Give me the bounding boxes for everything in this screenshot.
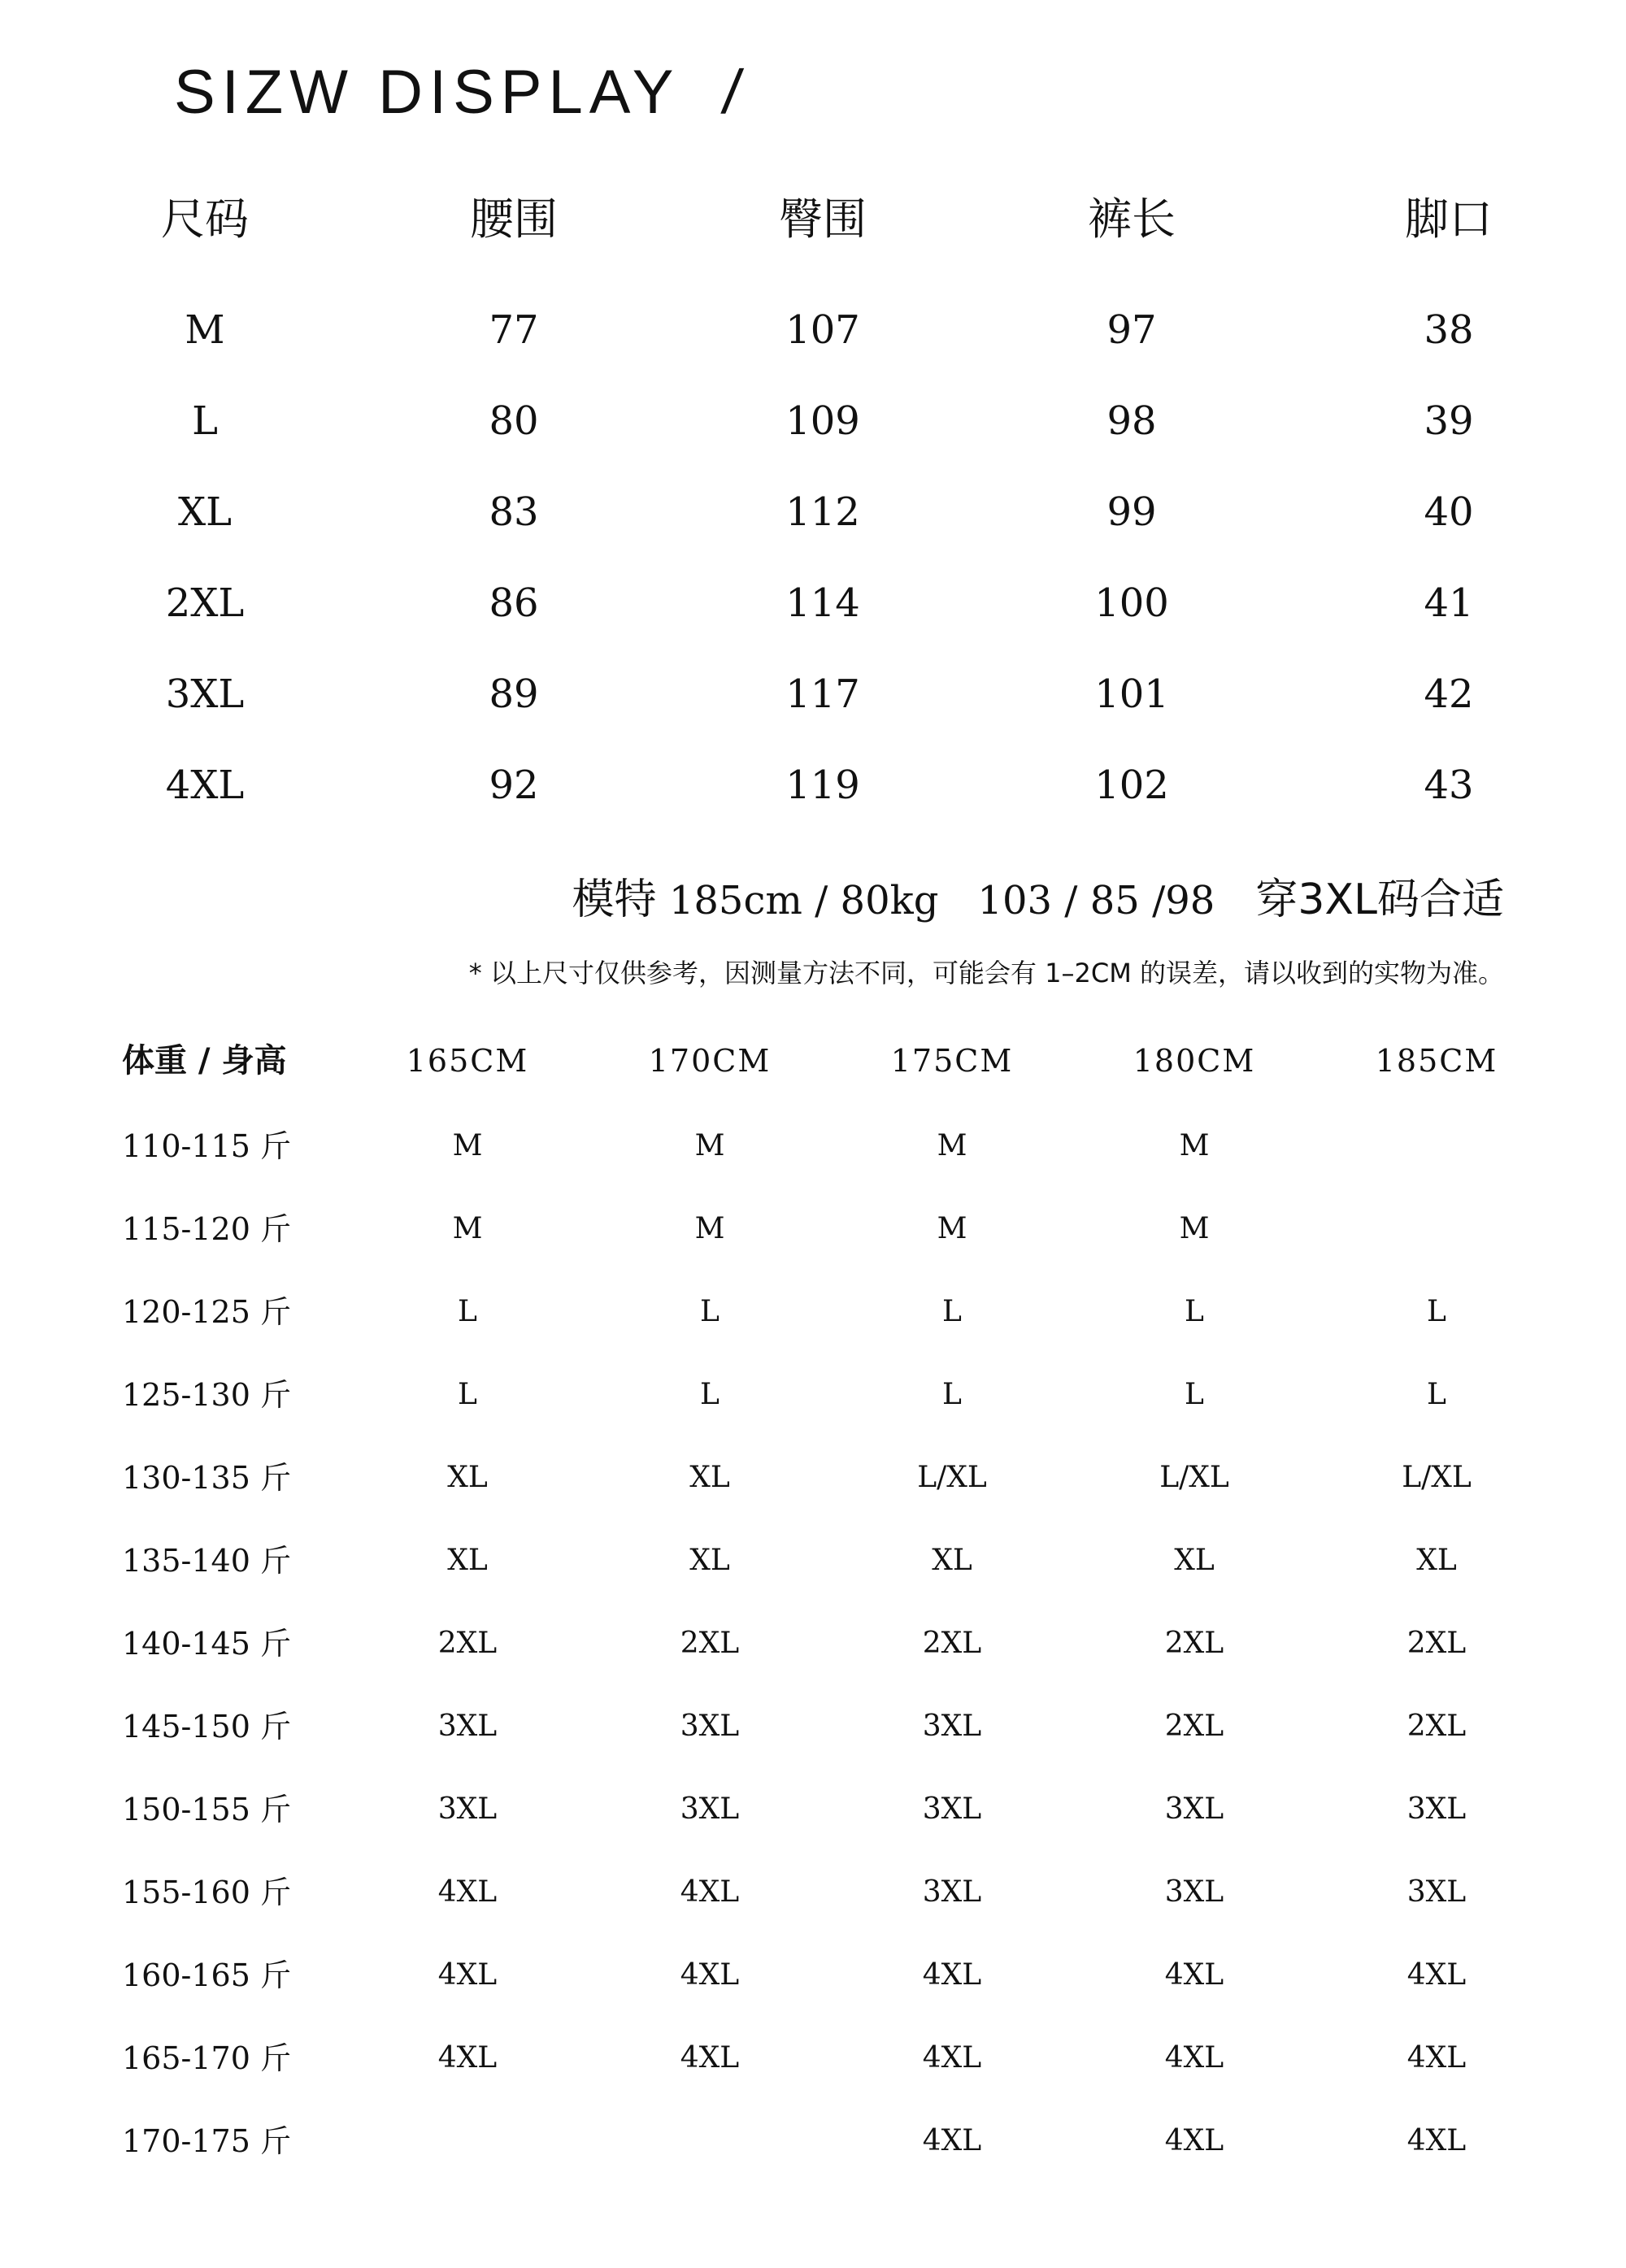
cell-size: M: [185, 307, 225, 353]
cell-size: 2XL: [165, 580, 245, 626]
cell-length: 97: [1106, 307, 1157, 353]
header-length: 裤长: [1088, 193, 1176, 245]
size-cell: M: [1179, 1129, 1210, 1162]
size-cell: 2XL: [1164, 1627, 1224, 1660]
size-cell: 4XL: [1164, 1958, 1224, 1992]
cell-waist: 92: [489, 763, 539, 808]
size-cell: XL: [1174, 1544, 1215, 1577]
cell-size: 3XL: [165, 671, 245, 717]
table-row: [0, 1193, 1626, 1266]
size-cell: 4XL: [680, 1875, 740, 1909]
cell-leg-opening: 43: [1424, 763, 1474, 808]
model-height-weight: 185cm / 80kg: [668, 878, 939, 923]
model-label: 模特: [572, 875, 657, 924]
cell-waist: 80: [489, 398, 539, 444]
size-cell: XL: [932, 1544, 972, 1577]
header-leg-opening: 脚口: [1405, 193, 1493, 245]
cell-size: XL: [177, 489, 233, 535]
size-cell: L: [458, 1295, 477, 1328]
size-cell: L: [700, 1295, 720, 1328]
cell-length: 99: [1106, 489, 1157, 535]
size-cell: 3XL: [437, 1792, 498, 1826]
disclaimer: * 以上尺寸仅供参考，因测量方法不同，可能会有 1–2CM 的误差，请以收到的实物为准。: [468, 958, 1504, 988]
size-cell: 3XL: [922, 1710, 982, 1743]
cell-hip: 112: [785, 489, 860, 535]
size-cell: 4XL: [437, 1875, 498, 1909]
cell-waist: 86: [489, 580, 539, 626]
weight-label: 155-160 斤: [122, 1875, 291, 1910]
cell-size: L: [192, 398, 218, 444]
table-row: [0, 1275, 1626, 1349]
size-cell: M: [1179, 1212, 1210, 1245]
size-cell: 4XL: [680, 2041, 740, 2075]
cell-size: 4XL: [165, 763, 245, 808]
weight-label: 165-170 斤: [122, 2040, 291, 2076]
size-cell: 3XL: [1164, 1792, 1224, 1826]
weight-label: 135-140 斤: [122, 1543, 291, 1579]
size-cell: 2XL: [680, 1627, 740, 1660]
table-row: [0, 1856, 1626, 1929]
cell-leg-opening: 42: [1424, 671, 1474, 717]
size-cell: XL: [689, 1461, 730, 1494]
size-cell: 4XL: [1164, 2124, 1224, 2157]
cell-leg-opening: 41: [1424, 580, 1474, 626]
size-cell: M: [937, 1212, 967, 1245]
weight-label: 170-175 斤: [122, 2123, 291, 2159]
size-cell: 4XL: [1406, 1958, 1467, 1992]
table-row: [0, 1690, 1626, 1763]
size-cell: 3XL: [1406, 1875, 1467, 1909]
corner-label: 体重 / 身高: [122, 1042, 287, 1080]
table-row: [0, 571, 1626, 636]
size-cell: M: [694, 1212, 725, 1245]
weight-label: 125-130 斤: [122, 1377, 291, 1413]
size-cell: M: [694, 1129, 725, 1162]
size-cell: 4XL: [922, 1958, 982, 1992]
size-cell: L: [700, 1378, 720, 1411]
recommendation-header: [0, 1024, 1626, 1097]
size-cell: 4XL: [437, 2041, 498, 2075]
table-row: [0, 389, 1626, 454]
weight-label: 160-165 斤: [122, 1957, 291, 1993]
size-cell: L: [1185, 1295, 1204, 1328]
size-cell: 2XL: [1406, 1627, 1467, 1660]
title-slash: /: [719, 58, 753, 127]
cell-leg-opening: 38: [1424, 307, 1474, 353]
weight-label: 130-135 斤: [122, 1460, 291, 1496]
size-cell: L/XL: [917, 1461, 987, 1494]
cell-leg-opening: 40: [1424, 489, 1474, 535]
header-hip: 臀围: [779, 193, 867, 245]
size-cell: L: [942, 1295, 962, 1328]
size-cell: 2XL: [1406, 1710, 1467, 1743]
weight-label: 115-120 斤: [122, 1211, 291, 1247]
size-cell: 4XL: [437, 1958, 498, 1992]
table-row: [0, 2105, 1626, 2178]
size-cell: 3XL: [437, 1710, 498, 1743]
weight-label: 120-125 斤: [122, 1294, 291, 1330]
size-cell: 3XL: [1164, 1875, 1224, 1909]
cell-length: 100: [1094, 580, 1169, 626]
cell-waist: 77: [489, 307, 539, 353]
size-cell: 3XL: [1406, 1792, 1467, 1826]
size-cell: 4XL: [1406, 2124, 1467, 2157]
size-cell: 3XL: [680, 1710, 740, 1743]
size-table-header: [0, 187, 1626, 252]
model-fit: 穿3XL码合适: [1255, 875, 1504, 924]
size-cell: L/XL: [1402, 1461, 1472, 1494]
table-row: [0, 753, 1626, 818]
table-row: [0, 1607, 1626, 1680]
size-cell: 4XL: [680, 1958, 740, 1992]
size-cell: L/XL: [1159, 1461, 1229, 1494]
size-cell: XL: [1416, 1544, 1457, 1577]
cell-waist: 89: [489, 671, 539, 717]
cell-leg-opening: 39: [1424, 398, 1474, 444]
cell-hip: 119: [785, 763, 860, 808]
page-title: [174, 57, 753, 128]
size-cell: 4XL: [922, 2124, 982, 2157]
table-row: [0, 1773, 1626, 1846]
height-header: 185CM: [1375, 1043, 1498, 1079]
cell-length: 102: [1094, 763, 1169, 808]
size-cell: 2XL: [437, 1627, 498, 1660]
cell-hip: 107: [785, 307, 860, 353]
weight-label: 145-150 斤: [122, 1709, 291, 1744]
size-cell: 4XL: [1164, 2041, 1224, 2075]
size-cell: M: [452, 1129, 483, 1162]
cell-hip: 117: [785, 671, 860, 717]
table-row: [0, 1524, 1626, 1597]
weight-label: 150-155 斤: [122, 1792, 291, 1827]
cell-length: 98: [1106, 398, 1157, 444]
size-cell: XL: [447, 1461, 488, 1494]
size-cell: L: [1427, 1295, 1446, 1328]
size-cell: L: [1427, 1378, 1446, 1411]
table-row: [0, 298, 1626, 363]
size-cell: XL: [447, 1544, 488, 1577]
cell-length: 101: [1094, 671, 1169, 717]
cell-waist: 83: [489, 489, 539, 535]
size-cell: 3XL: [922, 1875, 982, 1909]
weight-label: 140-145 斤: [122, 1626, 291, 1662]
header-size: 尺码: [161, 193, 249, 245]
cell-hip: 109: [785, 398, 860, 444]
table-row: [0, 480, 1626, 545]
size-cell: XL: [689, 1544, 730, 1577]
table-row: [0, 1939, 1626, 2012]
height-header: 165CM: [406, 1043, 529, 1079]
height-header: 180CM: [1133, 1043, 1256, 1079]
size-cell: 2XL: [922, 1627, 982, 1660]
size-cell: L: [1185, 1378, 1204, 1411]
size-cell: L: [458, 1378, 477, 1411]
weight-label: 110-115 斤: [122, 1128, 291, 1164]
table-row: [0, 1441, 1626, 1514]
table-row: [0, 2022, 1626, 2095]
size-cell: 3XL: [680, 1792, 740, 1826]
height-header: 170CM: [648, 1043, 772, 1079]
cell-hip: 114: [785, 580, 860, 626]
height-header: 175CM: [890, 1043, 1014, 1079]
title-text: SIZW DISPLAY: [174, 58, 680, 127]
header-waist: 腰围: [470, 193, 558, 245]
size-cell: M: [937, 1129, 967, 1162]
size-cell: 4XL: [922, 2041, 982, 2075]
size-cell: 3XL: [922, 1792, 982, 1826]
size-cell: 2XL: [1164, 1710, 1224, 1743]
model-note: [572, 871, 1504, 929]
table-row: [0, 1110, 1626, 1183]
model-measurements: 103 / 85 /98: [977, 878, 1215, 923]
table-row: [0, 662, 1626, 727]
size-cell: L: [942, 1378, 962, 1411]
size-cell: M: [452, 1212, 483, 1245]
table-row: [0, 1358, 1626, 1432]
size-cell: 4XL: [1406, 2041, 1467, 2075]
